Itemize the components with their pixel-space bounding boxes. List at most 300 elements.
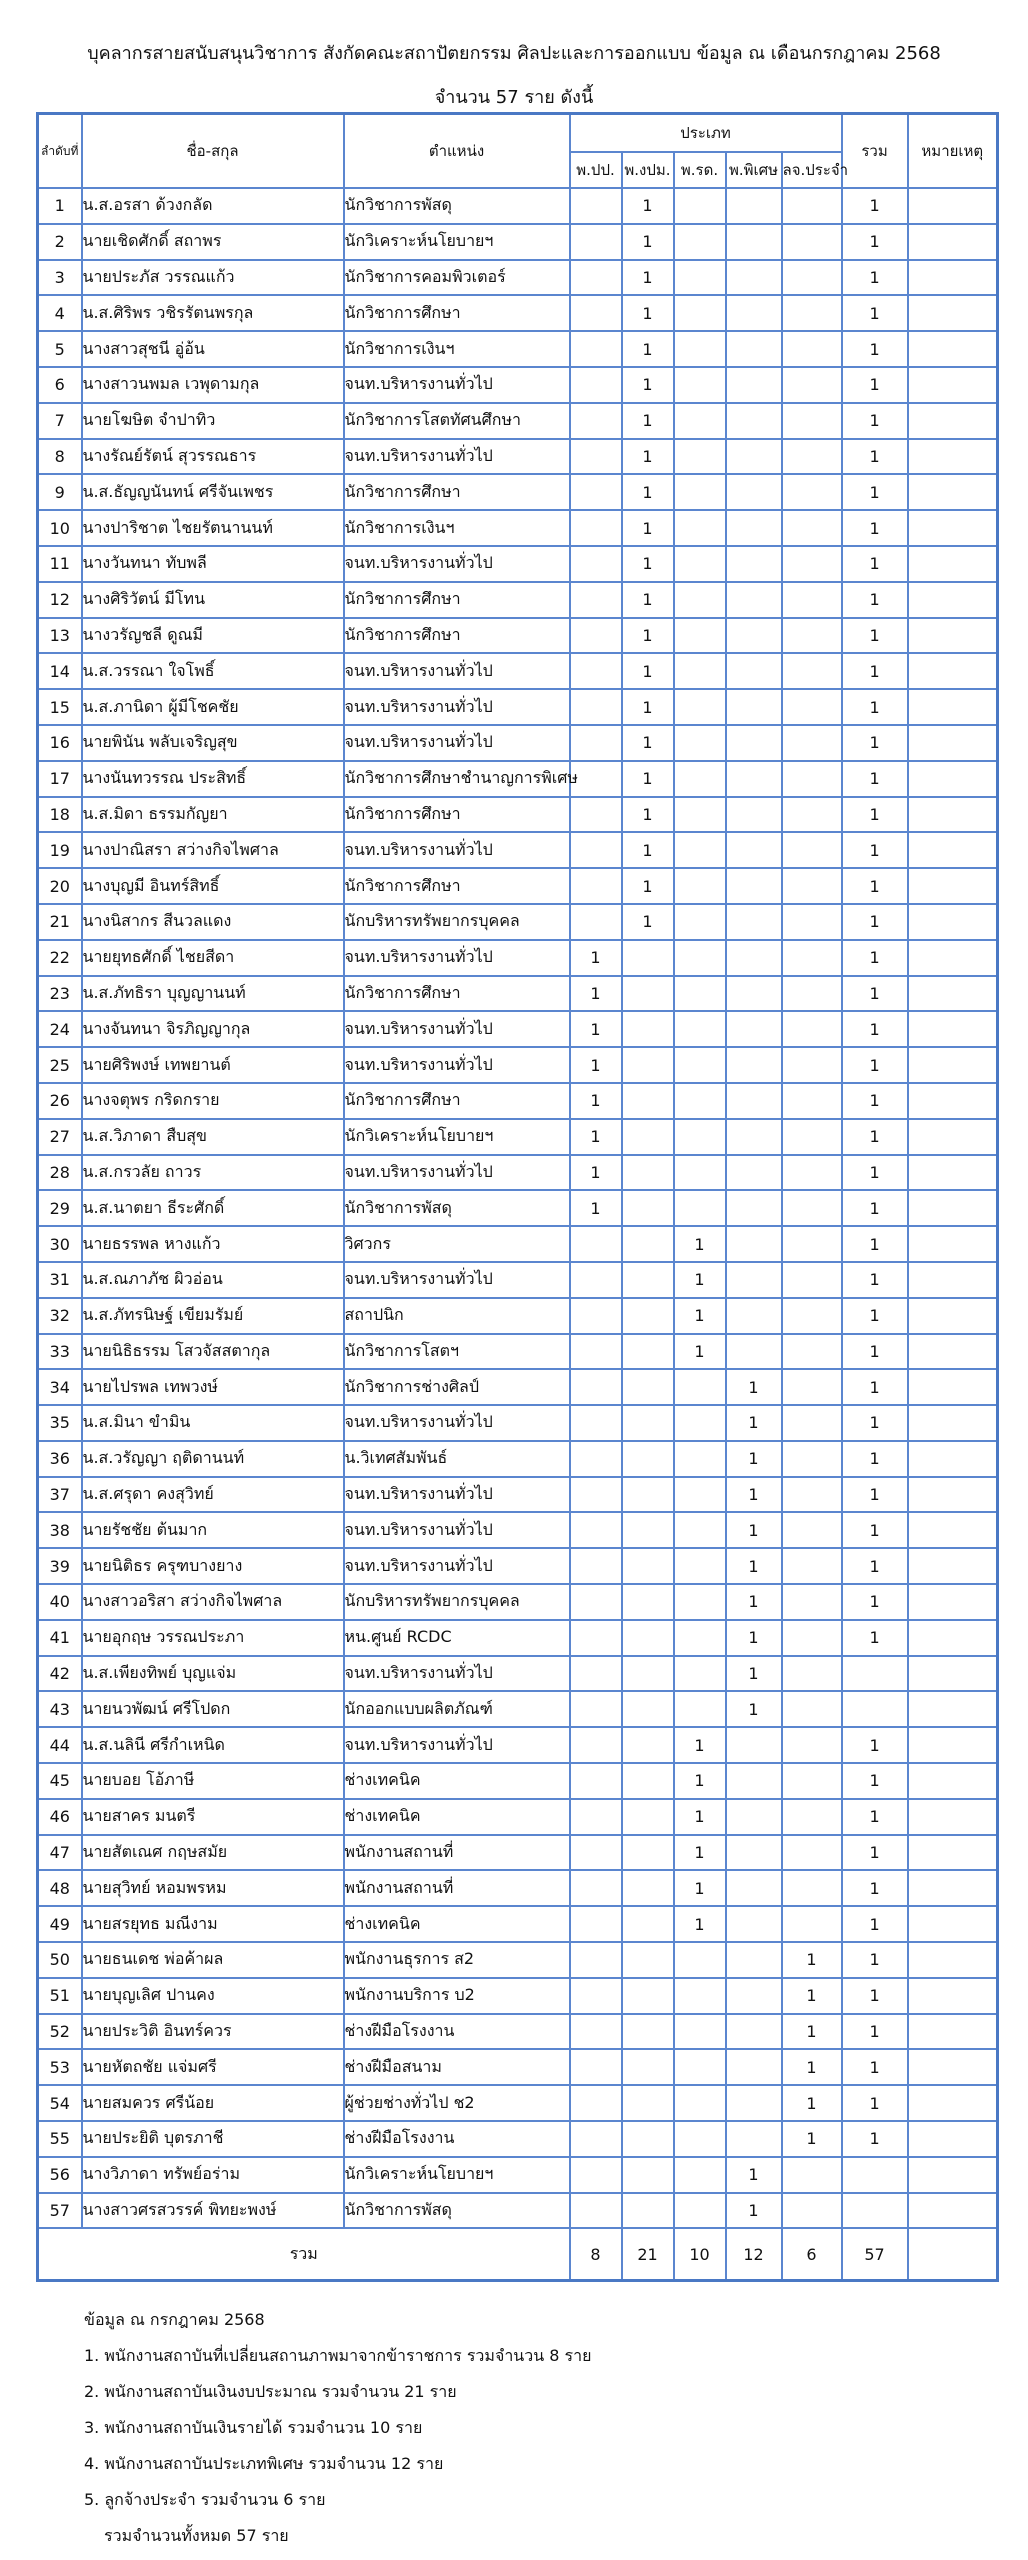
row-remark [908,1548,998,1584]
row-total: 1 [842,1978,908,2014]
row-remark [908,618,998,654]
row-type-5: 1 [782,1978,842,2014]
row-position: นักวิเคราะห์นโยบายฯ [344,224,570,260]
row-type-2: 1 [622,188,674,224]
row-position: นักวิชาการโสตฯ [344,1334,570,1370]
row-number: 26 [38,1083,82,1119]
row-type-1 [570,689,622,725]
row-total: 1 [842,1763,908,1799]
row-type-3 [674,582,726,618]
row-number: 19 [38,832,82,868]
row-type-2 [622,2193,674,2229]
row-type-2: 1 [622,832,674,868]
row-type-3 [674,1978,726,2014]
row-type-1 [570,367,622,403]
header-type-3: พ.รด. [674,152,726,188]
row-position: นักวิชาการคอมพิวเตอร์ [344,260,570,296]
table-row [38,1477,998,1513]
row-total: 1 [842,1477,908,1513]
row-number: 53 [38,2049,82,2085]
row-type-5 [782,1334,842,1370]
row-type-1 [570,1835,622,1871]
row-number: 51 [38,1978,82,2014]
notes [84,2302,591,2554]
header-type-4: พ.พิเศษ [726,152,782,188]
row-name: นางปาริชาต ไชยรัตนานนท์ [82,510,344,546]
row-type-2 [622,1369,674,1405]
row-name: น.ส.อรสา ด้วงกลัด [82,188,344,224]
row-type-5 [782,1119,842,1155]
row-type-5 [782,618,842,654]
row-type-3 [674,1011,726,1047]
notes-item-2: 2. พนักงานสถาบันเงินงบประมาณ รวมจำนวน 21 ราย [84,2382,457,2401]
row-type-5 [782,1262,842,1298]
totals-type-4: 12 [726,2228,782,2281]
row-type-1 [570,2014,622,2050]
row-type-1 [570,1942,622,1978]
table-row [38,295,998,331]
row-number: 25 [38,1047,82,1083]
row-position: นักวิชาการเงินฯ [344,510,570,546]
row-name: นายสัตเณศ กฤษสมัย [82,1835,344,1871]
row-type-1 [570,260,622,296]
row-name: นายยุทธศักดิ์ ไชยสีดา [82,940,344,976]
table-row [38,1011,998,1047]
row-total: 1 [842,439,908,475]
notes-item-3: 3. พนักงานสถาบันเงินรายได้ รวมจำนวน 10 ราย [84,2418,423,2437]
row-type-2 [622,2014,674,2050]
row-type-2 [622,1405,674,1441]
row-name: นายเชิดศักดิ์ สถาพร [82,224,344,260]
row-position: จนท.บริหารงานทั่วไป [344,1477,570,1513]
row-number: 17 [38,761,82,797]
row-type-3 [674,1083,726,1119]
row-remark [908,188,998,224]
table-row [38,510,998,546]
row-type-1: 1 [570,976,622,1012]
table-row [38,1298,998,1334]
row-name: นายนิติธร ครุฑบางยาง [82,1548,344,1584]
row-remark [908,1011,998,1047]
row-name: นายนิธิธรรม โสวจัสสตากุล [82,1334,344,1370]
row-position: นักวิชาการศึกษา [344,618,570,654]
row-number: 54 [38,2085,82,2121]
table-row [38,1047,998,1083]
row-type-1 [570,1441,622,1477]
row-remark [908,1226,998,1262]
row-total: 1 [842,1155,908,1191]
row-remark [908,2085,998,2121]
notes-grand-total: รวมจำนวนทั้งหมด 57 ราย [104,2526,289,2545]
row-type-1 [570,2157,622,2193]
row-type-4 [726,689,782,725]
row-remark [908,1477,998,1513]
row-total: 1 [842,1799,908,1835]
row-type-3: 1 [674,1226,726,1262]
row-position: ผู้ช่วยช่างทั่วไป ช2 [344,2085,570,2121]
table-row [38,976,998,1012]
row-type-2 [622,1978,674,2014]
row-type-3 [674,1441,726,1477]
row-type-4 [726,188,782,224]
row-remark [908,2049,998,2085]
row-remark [908,1083,998,1119]
row-number: 32 [38,1298,82,1334]
row-total [842,2193,908,2229]
row-total: 1 [842,1870,908,1906]
row-number: 33 [38,1334,82,1370]
row-type-2 [622,1942,674,1978]
row-number: 39 [38,1548,82,1584]
row-name: น.ส.ศรุดา คงสุวิทย์ [82,1477,344,1513]
row-type-2 [622,1226,674,1262]
row-type-3 [674,976,726,1012]
row-type-3 [674,1155,726,1191]
row-total: 1 [842,1083,908,1119]
row-total: 1 [842,1727,908,1763]
row-type-3 [674,1584,726,1620]
row-type-4: 1 [726,1691,782,1727]
row-type-1 [570,510,622,546]
row-position: จนท.บริหารงานทั่วไป [344,1656,570,1692]
row-type-5 [782,1512,842,1548]
row-name: นางจันทนา จิรภิญญากุล [82,1011,344,1047]
row-type-2 [622,1512,674,1548]
row-type-2: 1 [622,904,674,940]
row-type-5 [782,1620,842,1656]
row-type-3: 1 [674,1763,726,1799]
row-type-4: 1 [726,1656,782,1692]
row-total: 1 [842,2014,908,2050]
table-row [38,546,998,582]
row-type-3 [674,832,726,868]
row-type-4: 1 [726,2193,782,2229]
row-type-4 [726,331,782,367]
table-row [38,2049,998,2085]
row-remark [908,1906,998,1942]
row-type-5 [782,1441,842,1477]
row-number: 13 [38,618,82,654]
table-row [38,1942,998,1978]
row-type-1 [570,331,622,367]
row-number: 37 [38,1477,82,1513]
row-number: 56 [38,2157,82,2193]
totals-type-2: 21 [622,2228,674,2281]
row-type-5 [782,1584,842,1620]
row-type-2 [622,1763,674,1799]
row-type-5 [782,1691,842,1727]
row-type-1 [570,474,622,510]
row-type-2 [622,2121,674,2157]
row-type-5 [782,582,842,618]
table-row [38,725,998,761]
row-remark [908,940,998,976]
row-type-4 [726,546,782,582]
row-remark [908,832,998,868]
table-row [38,1262,998,1298]
row-total: 1 [842,474,908,510]
row-position: นักวิเคราะห์นโยบายฯ [344,2157,570,2193]
row-type-5 [782,832,842,868]
row-type-2 [622,1620,674,1656]
row-number: 12 [38,582,82,618]
row-type-2: 1 [622,295,674,331]
row-name: น.ส.ธัญญนันทน์ ศรีจันเพชร [82,474,344,510]
row-name: นายบอย โอ้ภาษี [82,1763,344,1799]
row-type-4 [726,2014,782,2050]
row-remark [908,582,998,618]
row-type-3 [674,367,726,403]
table-row [38,2085,998,2121]
row-type-5: 1 [782,1942,842,1978]
row-position: จนท.บริหารงานทั่วไป [344,1047,570,1083]
row-position: วิศวกร [344,1226,570,1262]
row-type-2: 1 [622,582,674,618]
row-type-3 [674,2085,726,2121]
row-type-1 [570,725,622,761]
row-type-4 [726,618,782,654]
row-type-1: 1 [570,940,622,976]
row-number: 11 [38,546,82,582]
row-number: 2 [38,224,82,260]
row-type-5 [782,1656,842,1692]
row-position: นักวิชาการโสตทัศนศึกษา [344,403,570,439]
row-number: 45 [38,1763,82,1799]
row-type-2 [622,1119,674,1155]
row-type-1 [570,832,622,868]
row-type-4: 1 [726,1405,782,1441]
row-type-1 [570,1369,622,1405]
row-type-4 [726,725,782,761]
row-remark [908,1835,998,1871]
row-type-1 [570,1727,622,1763]
row-position: นักวิชาการเงินฯ [344,331,570,367]
row-type-2 [622,1691,674,1727]
row-total: 1 [842,1369,908,1405]
row-type-3 [674,2014,726,2050]
table-row [38,1799,998,1835]
table-row [38,2193,998,2229]
table-row [38,1763,998,1799]
row-total: 1 [842,1119,908,1155]
row-type-4 [726,1870,782,1906]
row-type-3 [674,1691,726,1727]
row-type-3 [674,1656,726,1692]
row-type-2 [622,1906,674,1942]
row-type-2 [622,1727,674,1763]
row-type-2: 1 [622,546,674,582]
row-number: 9 [38,474,82,510]
row-remark [908,1298,998,1334]
row-type-4 [726,1226,782,1262]
row-type-5 [782,1369,842,1405]
row-type-3: 1 [674,1870,726,1906]
row-type-1 [570,797,622,833]
row-type-1: 1 [570,1190,622,1226]
row-type-4 [726,1334,782,1370]
row-name: นายประวิติ อินทร์ควร [82,2014,344,2050]
row-type-1 [570,2121,622,2157]
row-type-3 [674,1047,726,1083]
row-type-3 [674,2193,726,2229]
row-total: 1 [842,367,908,403]
row-type-4 [726,1083,782,1119]
row-number: 4 [38,295,82,331]
row-remark [908,868,998,904]
row-remark [908,1942,998,1978]
table-row [38,1083,998,1119]
row-type-5 [782,653,842,689]
table-row [38,832,998,868]
row-name: น.ส.เพียงทิพย์ บุญแจ่ม [82,1656,344,1692]
table-row [38,2121,998,2157]
row-total: 1 [842,260,908,296]
row-type-3 [674,403,726,439]
row-position: จนท.บริหารงานทั่วไป [344,1548,570,1584]
row-type-1 [570,439,622,475]
row-position: สถาปนิก [344,1298,570,1334]
row-type-2: 1 [622,761,674,797]
row-position: จนท.บริหารงานทั่วไป [344,1155,570,1191]
row-type-4 [726,868,782,904]
row-type-1 [570,653,622,689]
row-number: 41 [38,1620,82,1656]
row-total: 1 [842,331,908,367]
row-type-3 [674,797,726,833]
row-type-5 [782,1799,842,1835]
row-type-3 [674,1190,726,1226]
row-type-4 [726,2049,782,2085]
row-type-5 [782,2193,842,2229]
row-type-2: 1 [622,403,674,439]
row-remark [908,1190,998,1226]
row-name: นางสาวศรสวรรค์ พิทยะพงษ์ [82,2193,344,2229]
row-type-3 [674,1942,726,1978]
row-total: 1 [842,1548,908,1584]
row-number: 14 [38,653,82,689]
row-position: จนท.บริหารงานทั่วไป [344,439,570,475]
row-number: 23 [38,976,82,1012]
row-type-5 [782,940,842,976]
row-type-4 [726,2121,782,2157]
row-position: พนักงานสถานที่ [344,1870,570,1906]
row-type-4 [726,224,782,260]
row-total: 1 [842,2121,908,2157]
table-row [38,1369,998,1405]
totals-type-5: 6 [782,2228,842,2281]
row-type-4 [726,510,782,546]
row-number: 21 [38,904,82,940]
row-type-2 [622,1548,674,1584]
row-type-4 [726,1799,782,1835]
row-position: นักวิชาการศึกษา [344,1083,570,1119]
row-type-2 [622,1155,674,1191]
header-type-2: พ.งปม. [622,152,674,188]
row-type-5 [782,403,842,439]
row-type-3: 1 [674,1799,726,1835]
row-position: นักวิชาการศึกษา [344,295,570,331]
row-type-3 [674,868,726,904]
row-type-5 [782,188,842,224]
table-row [38,797,998,833]
row-total: 1 [842,1584,908,1620]
row-total: 1 [842,689,908,725]
row-type-4 [726,940,782,976]
row-name: น.ส.มินา ขำมิน [82,1405,344,1441]
table-row [38,188,998,224]
row-name: นางวิภาดา ทรัพย์อร่าม [82,2157,344,2193]
row-type-2: 1 [622,510,674,546]
row-type-3 [674,1405,726,1441]
table-row [38,1548,998,1584]
row-remark [908,1656,998,1692]
row-type-3 [674,474,726,510]
row-position: จนท.บริหารงานทั่วไป [344,832,570,868]
row-name: นางสาวสุชนี อู่อ้น [82,331,344,367]
table-row [38,2157,998,2193]
row-type-1 [570,1691,622,1727]
table-row [38,1119,998,1155]
row-number: 5 [38,331,82,367]
row-remark [908,295,998,331]
row-type-5 [782,1226,842,1262]
row-total: 1 [842,2085,908,2121]
row-type-1 [570,1656,622,1692]
row-name: นางสาวอริสา สว่างกิจไพศาล [82,1584,344,1620]
row-total: 1 [842,295,908,331]
row-total: 1 [842,1942,908,1978]
table-row [38,1978,998,2014]
row-total: 1 [842,904,908,940]
row-name: นางสาวนพมล เวพุดามกุล [82,367,344,403]
row-number: 3 [38,260,82,296]
row-position: นักวิชาการศึกษา [344,474,570,510]
row-position: นักวิชาการพัสดุ [344,188,570,224]
row-number: 10 [38,510,82,546]
row-name: นายประภัส วรรณแก้ว [82,260,344,296]
row-name: น.ส.ณภาภัช ผิวอ่อน [82,1262,344,1298]
row-total: 1 [842,1298,908,1334]
page-subtitle: จำนวน 57 ราย ดังนี้ [434,87,594,108]
row-type-5 [782,868,842,904]
row-type-5 [782,1047,842,1083]
row-number: 42 [38,1656,82,1692]
row-type-3 [674,546,726,582]
row-type-3: 1 [674,1334,726,1370]
row-position: จนท.บริหารงานทั่วไป [344,725,570,761]
row-type-2: 1 [622,797,674,833]
table-row [38,1512,998,1548]
row-total: 1 [842,868,908,904]
row-type-5 [782,1727,842,1763]
row-type-2 [622,1870,674,1906]
row-remark [908,761,998,797]
row-remark [908,1262,998,1298]
row-total: 1 [842,224,908,260]
table-row [38,224,998,260]
row-number: 20 [38,868,82,904]
table-row [38,1656,998,1692]
row-type-3 [674,188,726,224]
row-type-1 [570,1262,622,1298]
row-remark [908,546,998,582]
row-type-2 [622,1835,674,1871]
row-type-4: 1 [726,1369,782,1405]
row-position: นักวิชาการพัสดุ [344,1190,570,1226]
row-type-5: 1 [782,2085,842,2121]
row-type-1 [570,1548,622,1584]
row-position: จนท.บริหารงานทั่วไป [344,546,570,582]
